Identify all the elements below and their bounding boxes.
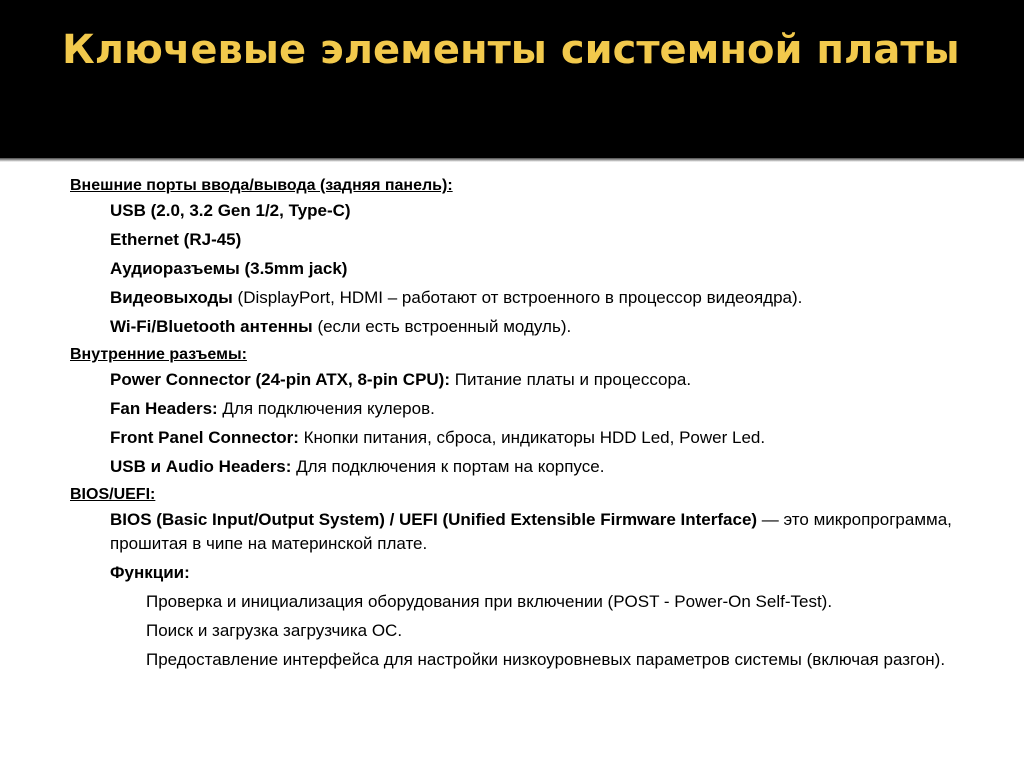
slide-content — [70, 174, 970, 676]
sub-list-item: Поиск и загрузка загрузчика ОС. — [146, 621, 403, 640]
list-item: Wi-Fi/Bluetooth антенны (если есть встроенный модуль). — [110, 317, 572, 336]
title-bar — [0, 0, 1024, 158]
sub-list-item: Предоставление интерфейса для настройки низкоуровневых параметров системы (включая разгон). — [146, 650, 946, 669]
list-item: Функции: — [110, 563, 190, 582]
sub-list-item: Проверка и инициализация оборудования при включении (POST - Power-On Self-Test). — [146, 592, 833, 611]
list-item: Front Panel Connector: Кнопки питания, сброса, индикаторы HDD Led, Power Led. — [110, 428, 766, 447]
list-item: USB и Audio Headers: Для подключения к портам на корпусе. — [110, 457, 605, 476]
section-heading-bios-uefi: BIOS/UEFI: — [70, 486, 156, 503]
list-item: BIOS (Basic Input/Output System) / UEFI (Unified Extensible Firmware Interface) — это микропрограмма, прошитая в чипе на материнской плате. — [110, 510, 952, 553]
list-item: Power Connector (24-pin ATX, 8-pin CPU): Питание платы и процессора. — [110, 370, 692, 389]
list-item: Видеовыходы (DisplayPort, HDMI – работают от встроенного в процессор видеоядра). — [110, 288, 803, 307]
list-item: Ethernet (RJ-45) — [110, 230, 242, 249]
section-heading-internal-connectors: Внутренние разъемы: — [70, 346, 247, 363]
section-heading-external-ports: Внешние порты ввода/вывода (задняя панель): — [70, 177, 453, 194]
list-item: Аудиоразъемы (3.5mm jack) — [110, 259, 348, 278]
list-item: Fan Headers: Для подключения кулеров. — [110, 399, 435, 418]
list-item: USB (2.0, 3.2 Gen 1/2, Type-C) — [110, 201, 351, 220]
slide-title: Ключевые элементы системной платы — [62, 27, 960, 73]
